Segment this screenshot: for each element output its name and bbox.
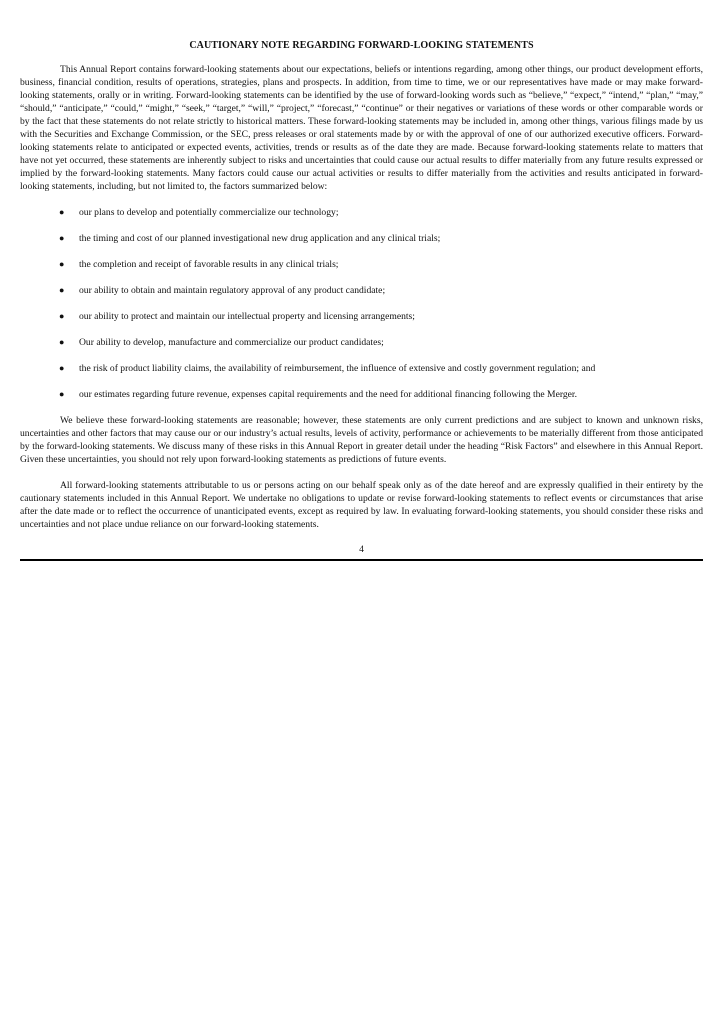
list-item [20, 258, 703, 271]
list-item-text: our ability to obtain and maintain regulatory approval of any product candidate; [79, 285, 386, 296]
bullet-icon: ● [59, 363, 65, 373]
list-item-text: the risk of product liability claims, the availability of reimbursement, the influence of extensive and costly government regulation; and [79, 363, 596, 374]
list-item [20, 206, 703, 219]
bullet-icon: ● [59, 233, 65, 243]
list-item [20, 336, 703, 349]
intro-paragraph: This Annual Report contains forward-looking statements about our expectations, beliefs or intentions regarding, among other things, our product development efforts, business, financial condition, results of operations, strategies, plans and prospects. In addition, from time to time, we or our representatives have made or may make forward-looking statements, orally or in writing. Forward-looking statements can be identified by the use of forward-looking words such as “believe,” “expect,” “intend,” “plan,” “may,” “should,” “anticipate,” “could,” “might,” “seek,” “target,” “will,” “project,” “forecast,” “continue” or their negatives or variations of these words or other comparable words or by the fact that these statements do not relate strictly to historical matters. These forward-looking statements may be included in, among other things, various filings made by us with the Securities and Exchange Commission, or the SEC, press releases or oral statements made by or with the approval of one of our authorized executive officers. Forward-looking statements relate to anticipated or expected events, activities, trends or results as of the date they are made. Because forward-looking statements relate to matters that have not yet occurred, these statements are inherently subject to risks and uncertainties that could cause our actual results to differ materially from any future results expressed or implied by the forward-looking statements. Many factors could cause our actual activities or results to differ materially from the activities and results anticipated in forward-looking statements, including, but not limited to, the factors summarized below: [20, 64, 703, 192]
section-title: CAUTIONARY NOTE REGARDING FORWARD-LOOKING STATEMENTS [189, 40, 534, 51]
list-item-text: our ability to protect and maintain our intellectual property and licensing arrangements; [79, 311, 415, 322]
document-page [20, 40, 703, 561]
list-item-text: our plans to develop and potentially commercialize our technology; [79, 207, 339, 218]
list-item [20, 388, 703, 401]
bullet-icon: ● [59, 311, 65, 321]
bullet-icon: ● [59, 337, 65, 347]
qualification-paragraph: All forward-looking statements attributable to us or persons acting on our behalf speak only as of the date hereof and are expressly qualified in their entirety by the cautionary statements included in this Annual Report. We undertake no obligations to update or revise forward-looking statements to reflect events or circumstances that arise after the date made or to reflect the occurrence of unanticipated events, except as required by law. In evaluating forward-looking statements, you should consider these risks and uncertainties and not place undue reliance on our forward-looking statements. [20, 480, 703, 530]
list-item-text: our estimates regarding future revenue, expenses capital requirements and the need for additional financing following the Merger. [79, 389, 577, 400]
bullet-icon: ● [59, 207, 65, 217]
list-item [20, 232, 703, 245]
risk-paragraph: We believe these forward-looking statements are reasonable; however, these statements are only current predictions and are subject to known and unknown risks, uncertainties and other factors that may cause our or our industry’s actual results, levels of activity, performance or achievements to be materially different from those anticipated by the forward-looking statements. We discuss many of these risks in this Annual Report in greater detail under the heading “Risk Factors” and elsewhere in this Annual Report. Given these uncertainties, you should not rely upon forward-looking statements as predictions of future events. [20, 415, 703, 465]
bullet-icon: ● [59, 389, 65, 399]
bullet-icon: ● [59, 259, 65, 269]
list-item [20, 362, 703, 375]
list-item-text: Our ability to develop, manufacture and commercialize our product candidates; [79, 337, 384, 348]
list-item-text: the completion and receipt of favorable results in any clinical trials; [79, 259, 339, 270]
page-divider [20, 559, 703, 561]
risk-factor-list [20, 206, 703, 401]
list-item [20, 310, 703, 323]
list-item-text: the timing and cost of our planned investigational new drug application and any clinical trials; [79, 233, 441, 244]
bullet-icon: ● [59, 285, 65, 295]
page-number: 4 [359, 544, 364, 555]
list-item [20, 284, 703, 297]
